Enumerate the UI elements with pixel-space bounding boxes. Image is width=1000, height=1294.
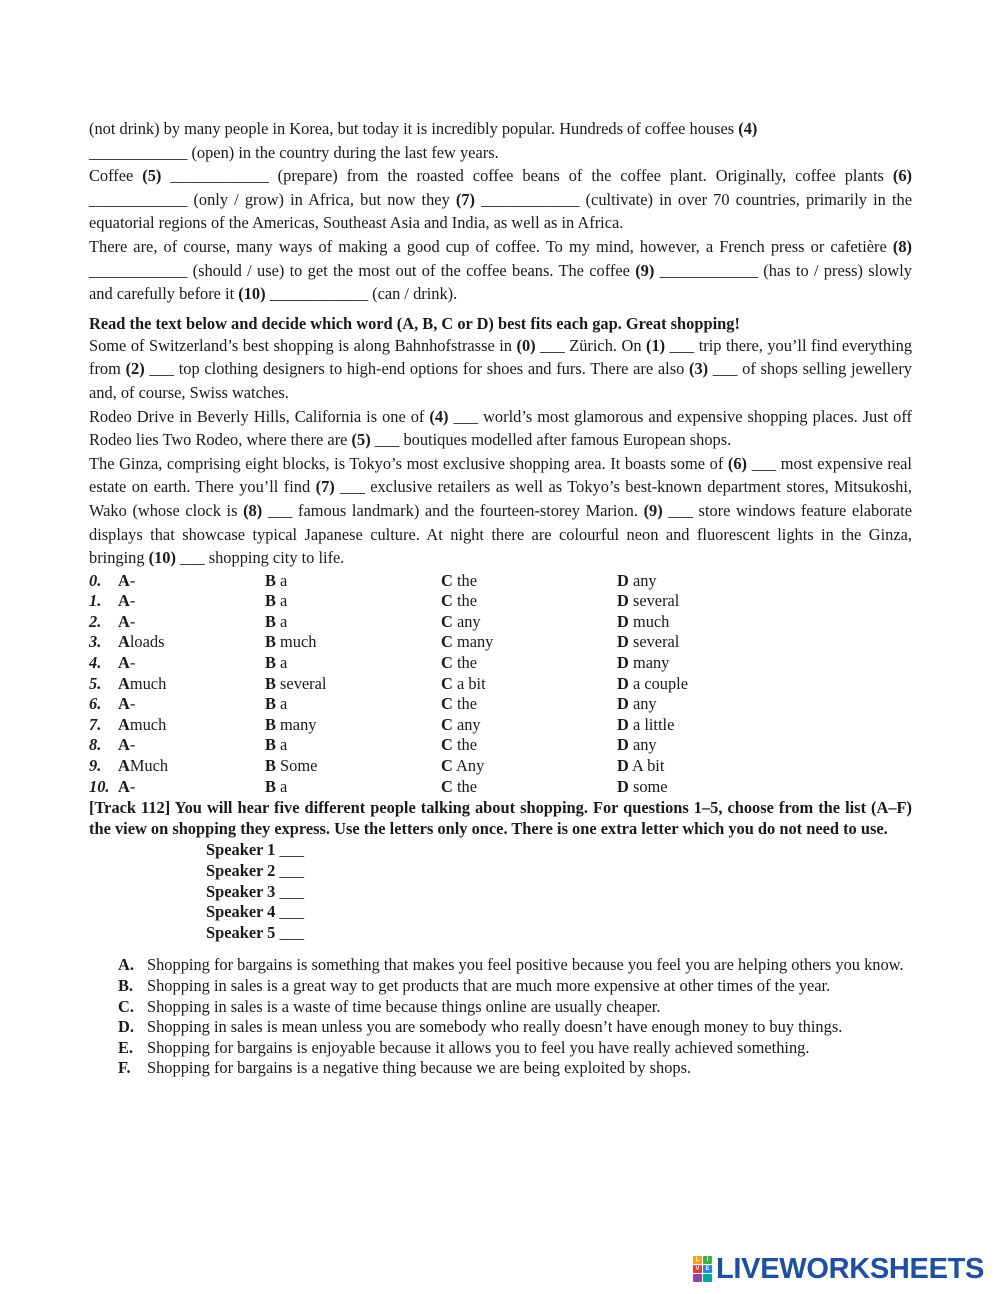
logo-icon bbox=[693, 1256, 712, 1282]
option-row bbox=[89, 756, 912, 777]
view-letter: E. bbox=[118, 1037, 134, 1057]
option-letter: B bbox=[265, 611, 276, 631]
option-text: loads bbox=[129, 632, 165, 652]
option-letter: C bbox=[441, 673, 453, 693]
option-text: the bbox=[456, 694, 477, 714]
option-d[interactable] bbox=[617, 735, 817, 756]
gap-number-0: (0) bbox=[516, 335, 536, 355]
option-letter: A bbox=[118, 735, 130, 755]
option-letter: B bbox=[265, 776, 276, 796]
text-run: (prepare) from the roasted coffee beans of the coffee plant. Originally, coffee plants bbox=[268, 166, 893, 186]
option-letter: B bbox=[265, 714, 276, 734]
gap-number-8: (8) bbox=[892, 236, 912, 256]
option-text: - bbox=[129, 611, 136, 631]
speaker-item bbox=[206, 902, 912, 923]
option-text: several bbox=[280, 673, 327, 693]
speaker-item bbox=[206, 882, 912, 903]
shopping-paragraph-3 bbox=[89, 452, 912, 570]
option-b[interactable] bbox=[265, 674, 441, 695]
view-letter: F. bbox=[118, 1058, 131, 1078]
gap-number-6: (6) bbox=[892, 166, 912, 186]
question-number: 1. bbox=[89, 591, 102, 611]
option-a[interactable] bbox=[89, 632, 265, 653]
view-text: Shopping for bargains is something that makes you feel positive because you feel you are helping others you know. bbox=[147, 955, 904, 975]
text-run: Some of Switzerland’s best shopping is along Bahnhofstrasse in bbox=[89, 335, 517, 355]
answer-blank-10[interactable]: ____________ bbox=[269, 284, 369, 304]
option-a[interactable] bbox=[89, 735, 265, 756]
option-a[interactable] bbox=[89, 571, 265, 592]
option-text: much bbox=[129, 714, 167, 734]
answer-blank-5[interactable]: ____________ bbox=[170, 166, 269, 186]
option-letter: B bbox=[265, 653, 276, 673]
text-run: (can / drink). bbox=[368, 284, 458, 304]
option-letter: D bbox=[617, 776, 629, 796]
option-c[interactable] bbox=[441, 777, 617, 798]
text-run: ___ exclusive retailers as well as Tokyo’s best-known department stores, Mitsukoshi, Wako (whose clock is bbox=[89, 477, 912, 520]
option-text: the bbox=[456, 653, 477, 673]
view-item bbox=[118, 1038, 912, 1059]
option-letter: A bbox=[118, 714, 130, 734]
view-item bbox=[118, 976, 912, 997]
view-letter: B. bbox=[118, 975, 134, 995]
view-text: Shopping in sales is a great way to get products that are much more expensive at other times of the year. bbox=[147, 975, 831, 995]
option-text: - bbox=[129, 776, 136, 796]
option-text: Some bbox=[280, 756, 318, 776]
option-b[interactable] bbox=[265, 632, 441, 653]
speaker-item bbox=[206, 923, 912, 944]
gap-number-3: (3) bbox=[689, 359, 709, 379]
option-b[interactable] bbox=[265, 591, 441, 612]
gap-number-9: (9) bbox=[635, 260, 655, 280]
speaker-answer-blank[interactable]: ___ bbox=[279, 922, 305, 942]
option-d[interactable] bbox=[617, 632, 817, 653]
option-letter: A bbox=[118, 632, 130, 652]
option-a[interactable] bbox=[89, 715, 265, 736]
option-letter: B bbox=[265, 756, 276, 776]
option-row bbox=[89, 653, 912, 674]
option-text: any bbox=[632, 735, 657, 755]
option-letter: C bbox=[441, 632, 453, 652]
option-letter: D bbox=[617, 591, 629, 611]
gap-number-2: (2) bbox=[125, 359, 145, 379]
speaker-label: Speaker 4 bbox=[206, 902, 276, 922]
coffee-paragraph-2 bbox=[89, 164, 912, 235]
shopping-heading: Read the text below and decide which word (A, B, C or D) best fits each gap. Great shopping! bbox=[89, 313, 740, 333]
option-d[interactable] bbox=[617, 777, 817, 798]
text-run: ___ boutiques modelled after famous European shops. bbox=[370, 430, 732, 450]
option-letter: A bbox=[118, 756, 130, 776]
option-letter: D bbox=[617, 673, 629, 693]
option-a[interactable] bbox=[89, 653, 265, 674]
question-number: 2. bbox=[89, 611, 102, 631]
shopping-paragraph-2 bbox=[89, 405, 912, 452]
option-c[interactable] bbox=[441, 756, 617, 777]
option-text: the bbox=[456, 776, 477, 796]
option-letter: B bbox=[265, 735, 276, 755]
option-letter: B bbox=[265, 694, 276, 714]
option-letter: D bbox=[617, 735, 629, 755]
option-b[interactable] bbox=[265, 756, 441, 777]
text-run: (open) in the country during the last few years. bbox=[187, 142, 499, 162]
answer-blank-9[interactable]: ____________ bbox=[659, 260, 758, 280]
question-number: 7. bbox=[89, 714, 102, 734]
answer-blank-7[interactable]: ____________ bbox=[481, 189, 580, 209]
option-text: a bbox=[280, 776, 288, 796]
option-c[interactable] bbox=[441, 674, 617, 695]
view-text: Shopping in sales is mean unless you are somebody who really doesn’t have enough money to buy things. bbox=[147, 1017, 843, 1037]
option-text: any bbox=[632, 694, 657, 714]
view-letter: D. bbox=[118, 1017, 134, 1037]
option-text: the bbox=[456, 570, 477, 590]
option-c[interactable] bbox=[441, 715, 617, 736]
option-letter: D bbox=[617, 694, 629, 714]
question-number: 3. bbox=[89, 632, 102, 652]
option-text: - bbox=[129, 570, 136, 590]
option-letter: A bbox=[118, 570, 130, 590]
option-letter: C bbox=[441, 776, 453, 796]
logo-tile: V bbox=[693, 1265, 702, 1273]
option-letter: B bbox=[265, 632, 276, 652]
option-row bbox=[89, 571, 912, 592]
speaker-list bbox=[206, 840, 912, 943]
option-text: several bbox=[632, 591, 680, 611]
logo-text: LIVEWORKSHEETS bbox=[716, 1253, 985, 1285]
option-letter: A bbox=[118, 653, 130, 673]
speaker-label: Speaker 1 bbox=[206, 840, 276, 860]
option-text: a bbox=[280, 653, 288, 673]
speaker-answer-blank[interactable]: ___ bbox=[279, 881, 305, 901]
option-c[interactable] bbox=[441, 653, 617, 674]
option-text: several bbox=[632, 632, 680, 652]
option-text: the bbox=[456, 735, 477, 755]
option-text: much bbox=[632, 611, 670, 631]
option-d[interactable] bbox=[617, 612, 817, 633]
option-letter: C bbox=[441, 591, 453, 611]
gap-number-7: (7) bbox=[315, 477, 335, 497]
view-item bbox=[118, 1017, 912, 1038]
option-text: many bbox=[456, 632, 494, 652]
option-text: a bbox=[280, 591, 288, 611]
option-letter: D bbox=[617, 756, 629, 776]
shopping-paragraph-1 bbox=[89, 334, 912, 405]
option-text: a couple bbox=[632, 673, 689, 693]
view-text: Shopping in sales is a waste of time because things online are usually cheaper. bbox=[147, 996, 661, 1016]
option-letter: D bbox=[617, 570, 629, 590]
question-number: 9. bbox=[89, 756, 102, 776]
text-run: (should / use) to get the most out of the coffee beans. The coffee bbox=[187, 260, 636, 280]
option-text: a bbox=[280, 611, 288, 631]
question-number: 8. bbox=[89, 735, 102, 755]
option-text: much bbox=[280, 632, 317, 652]
logo-tile: L bbox=[693, 1256, 702, 1264]
text-run: ___ of shops selling jewellery and, of course, Swiss watches. bbox=[89, 359, 912, 402]
option-row bbox=[89, 632, 912, 653]
view-text: Shopping for bargains is a negative thing because we are being exploited by shops. bbox=[147, 1058, 692, 1078]
option-letter: C bbox=[441, 611, 453, 631]
option-row bbox=[89, 612, 912, 633]
option-text: any bbox=[632, 570, 657, 590]
coffee-paragraph-1 bbox=[89, 117, 912, 164]
option-text: a little bbox=[632, 714, 675, 734]
logo-tile bbox=[693, 1274, 702, 1282]
option-a[interactable] bbox=[89, 756, 265, 777]
option-text: - bbox=[129, 653, 136, 673]
option-text: A bit bbox=[632, 756, 665, 776]
option-row bbox=[89, 591, 912, 612]
option-b[interactable] bbox=[265, 735, 441, 756]
option-letter: D bbox=[617, 653, 629, 673]
text-run: ___ shopping city to life. bbox=[175, 548, 345, 568]
gap-number-7: (7) bbox=[455, 189, 476, 209]
gap-number-4: (4) bbox=[738, 119, 758, 138]
option-a[interactable] bbox=[89, 694, 265, 715]
option-text: some bbox=[632, 776, 668, 796]
answer-blank-6[interactable]: ____________ bbox=[89, 189, 188, 209]
view-letter: C. bbox=[118, 996, 134, 1016]
option-b[interactable] bbox=[265, 777, 441, 798]
worksheet-content bbox=[89, 117, 912, 1079]
speaker-label: Speaker 3 bbox=[206, 881, 276, 901]
option-letter: A bbox=[118, 611, 130, 631]
text-run: (cultivate) in over 70 countries, primarily in the equatorial regions of the Americas, Southeast Asia and India, as well as in Africa. bbox=[89, 189, 912, 233]
option-text: many bbox=[280, 714, 317, 734]
logo-tile bbox=[703, 1274, 712, 1282]
option-d[interactable] bbox=[617, 756, 817, 777]
option-text: a bbox=[280, 570, 288, 590]
text-run: There are, of course, many ways of making a good cup of coffee. To my mind, however, a French press or cafetière bbox=[89, 236, 893, 256]
option-letter: A bbox=[118, 694, 130, 714]
speaker-item bbox=[206, 840, 912, 861]
logo-tile: E bbox=[703, 1265, 712, 1273]
option-letter: D bbox=[617, 714, 629, 734]
option-text: any bbox=[456, 611, 481, 631]
option-text: much bbox=[129, 673, 167, 693]
option-letter: C bbox=[441, 735, 453, 755]
option-letter: A bbox=[118, 673, 130, 693]
option-letter: A bbox=[118, 591, 130, 611]
text-run: Rodeo Drive in Beverly Hills, California is one of bbox=[89, 406, 430, 426]
coffee-paragraph-3 bbox=[89, 235, 912, 306]
view-letter: A. bbox=[118, 955, 134, 975]
option-d[interactable] bbox=[617, 674, 817, 695]
option-c[interactable] bbox=[441, 735, 617, 756]
option-b[interactable] bbox=[265, 571, 441, 592]
text-run: ___ world’s most glamorous and expensive shopping places. Just off Rodeo lies Two Rodeo, where there are bbox=[89, 406, 912, 450]
view-item bbox=[118, 955, 912, 976]
option-text: Much bbox=[129, 756, 169, 776]
view-item bbox=[118, 1058, 912, 1079]
text-run: (not drink) by many people in Korea, but today it is incredibly popular. Hundreds of coffee houses bbox=[89, 119, 739, 138]
answer-blank-4[interactable]: ____________ bbox=[89, 142, 188, 162]
option-c[interactable] bbox=[441, 632, 617, 653]
option-c[interactable] bbox=[441, 571, 617, 592]
question-number: 6. bbox=[89, 694, 102, 714]
gap-number-10: (10) bbox=[238, 284, 266, 304]
option-letter: C bbox=[441, 714, 453, 734]
option-letter: D bbox=[617, 632, 629, 652]
option-text: the bbox=[456, 591, 477, 611]
gap-number-1: (1) bbox=[646, 335, 666, 355]
option-b[interactable] bbox=[265, 694, 441, 715]
option-letter: C bbox=[441, 694, 453, 714]
speaker-answer-blank[interactable]: ___ bbox=[279, 840, 305, 860]
text-run: The Ginza, comprising eight blocks, is Tokyo’s most exclusive shopping area. It boasts some of bbox=[89, 453, 728, 473]
gap-number-10: (10) bbox=[148, 548, 176, 568]
option-row bbox=[89, 777, 912, 798]
gap-number-5: (5) bbox=[142, 166, 162, 186]
option-text: - bbox=[129, 735, 136, 755]
option-d[interactable] bbox=[617, 694, 817, 715]
speaker-answer-blank[interactable]: ___ bbox=[279, 861, 305, 880]
option-text: - bbox=[129, 694, 136, 714]
view-item bbox=[118, 997, 912, 1018]
text-run: ___ most expensive real estate on earth. There you’ll find bbox=[89, 453, 912, 497]
text-run: (only / grow) in Africa, but now they bbox=[187, 189, 456, 209]
question-number: 5. bbox=[89, 673, 102, 693]
answer-blank-8[interactable]: ____________ bbox=[89, 260, 188, 280]
option-b[interactable] bbox=[265, 715, 441, 736]
speaker-label: Speaker 5 bbox=[206, 922, 276, 942]
view-text: Shopping for bargains is enjoyable because it allows you to feel you have really achieved something. bbox=[147, 1037, 810, 1057]
option-row bbox=[89, 715, 912, 736]
option-text: any bbox=[456, 714, 481, 734]
text-run: ___ top clothing designers to high-end options for shoes and furs. There are also bbox=[144, 359, 689, 379]
views-list bbox=[118, 955, 912, 1079]
option-c[interactable] bbox=[441, 612, 617, 633]
option-text: a bbox=[280, 735, 288, 755]
option-a[interactable] bbox=[89, 777, 265, 798]
question-number: 0. bbox=[89, 570, 102, 590]
option-text: - bbox=[129, 591, 136, 611]
question-number: 10. bbox=[89, 776, 110, 796]
text-run: ___ Zürich. On bbox=[535, 335, 647, 355]
gap-number-5: (5) bbox=[351, 430, 371, 450]
option-text: a bit bbox=[456, 673, 486, 693]
gap-number-8: (8) bbox=[243, 500, 263, 520]
logo-tile: I bbox=[703, 1256, 712, 1264]
option-d[interactable] bbox=[617, 571, 817, 592]
text-run: ___ famous landmark) and the fourteen-storey Marion. bbox=[262, 500, 644, 520]
option-row bbox=[89, 694, 912, 715]
option-letter: C bbox=[441, 653, 453, 673]
option-b[interactable] bbox=[265, 612, 441, 633]
option-letter: B bbox=[265, 570, 276, 590]
option-a[interactable] bbox=[89, 591, 265, 612]
option-letter: B bbox=[265, 591, 276, 611]
speaker-item bbox=[206, 861, 912, 882]
option-letter: D bbox=[617, 611, 629, 631]
speaker-label: Speaker 2 bbox=[206, 861, 276, 880]
option-a[interactable] bbox=[89, 612, 265, 633]
option-letter: A bbox=[118, 776, 130, 796]
option-b[interactable] bbox=[265, 653, 441, 674]
text-run: ___ store windows feature elaborate displays that showcase typical Japanese culture. At night there are colourful neon and fluorescent lights in the Ginza, bringing bbox=[89, 500, 912, 568]
question-number: 4. bbox=[89, 653, 102, 673]
option-letter: B bbox=[265, 673, 276, 693]
option-text: Any bbox=[456, 756, 485, 776]
option-d[interactable] bbox=[617, 715, 817, 736]
option-a[interactable] bbox=[89, 674, 265, 695]
speaker-answer-blank[interactable]: ___ bbox=[279, 902, 305, 922]
gap-number-4: (4) bbox=[429, 406, 449, 426]
gap-number-6: (6) bbox=[727, 453, 748, 473]
options-table bbox=[89, 571, 912, 798]
option-row bbox=[89, 735, 912, 756]
option-c[interactable] bbox=[441, 694, 617, 715]
text-run: Coffee bbox=[89, 166, 143, 186]
gap-number-9: (9) bbox=[643, 500, 663, 520]
option-c[interactable] bbox=[441, 591, 617, 612]
listening-instructions: [Track 112] You will hear five different people talking about shopping. For questions 1–5, choose from the list (A–F) the view on shopping they express. Use the letters only once. There is one extra letter which you do not need to use. bbox=[89, 798, 912, 838]
option-text: a bbox=[280, 694, 288, 714]
text-run: ___ trip there, you’ll find everything from bbox=[89, 335, 913, 379]
option-row bbox=[89, 674, 912, 695]
option-letter: C bbox=[441, 756, 453, 776]
liveworksheets-logo bbox=[693, 1252, 984, 1286]
option-letter: C bbox=[441, 570, 453, 590]
text-run: (has to / press) slowly and carefully before it bbox=[89, 260, 912, 304]
option-text: many bbox=[632, 653, 670, 673]
option-d[interactable] bbox=[617, 653, 817, 674]
option-d[interactable] bbox=[617, 591, 817, 612]
